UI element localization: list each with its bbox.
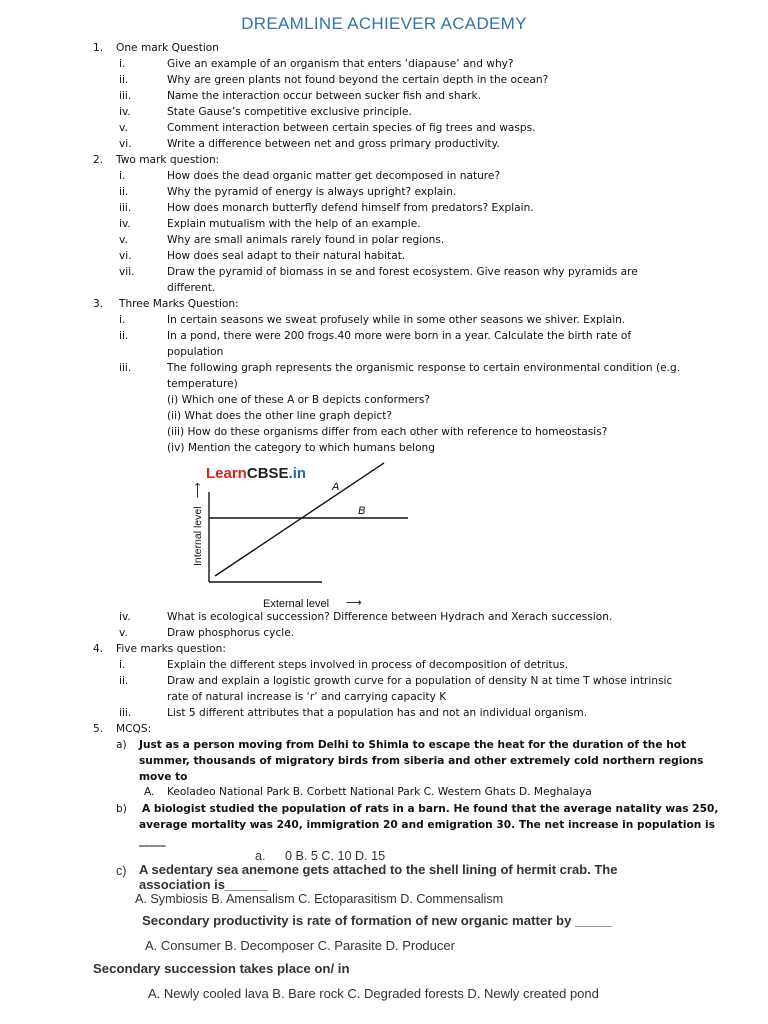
question-text: Comment interaction between certain species of fig trees and wasps. [167, 122, 536, 134]
mcq-options: 0 B. 5 C. 10 D. 15 [285, 849, 386, 863]
item-number: iii. [119, 90, 132, 102]
item-number: iii. [119, 362, 132, 374]
question-text-continued: population [167, 346, 224, 358]
question-text: Why are small animals rarely found in polar regions. [167, 234, 445, 246]
item-number: iv. [119, 611, 131, 623]
mcq-question-continued: association is______ [139, 877, 269, 892]
item-number: v. [119, 234, 128, 246]
section-number: 3. [93, 298, 104, 310]
mcq-question: Secondary productivity is rate of formation of new organic matter by _____ [142, 913, 612, 928]
item-number: v. [119, 627, 128, 639]
mcq-options: A. Newly cooled lava B. Bare rock C. Degraded forests D. Newly created pond [148, 986, 599, 1001]
item-number: i. [119, 58, 126, 70]
mcq-question-continued: move to [139, 771, 188, 783]
item-number: vi. [119, 138, 132, 150]
item-number: v. [119, 122, 128, 134]
section-heading: Five marks question: [116, 643, 226, 655]
label-b: B [358, 505, 366, 517]
section-heading: One mark Question [116, 42, 219, 54]
mcq-question: A sedentary sea anemone gets attached to the shell lining of hermit crab. The [139, 862, 618, 877]
x-axis-arrow: ⟶ [346, 596, 362, 609]
mcq-question: Secondary succession takes place on/ in [93, 961, 350, 976]
mcq-option-label: a. [255, 849, 266, 863]
question-text: In a pond, there were 200 frogs.40 more were born in a year. Calculate the birth rate of [167, 330, 632, 342]
question-text: How does monarch butterfly defend himself from predators? Explain. [167, 202, 534, 214]
question-text: How does seal adapt to their natural habitat. [167, 250, 406, 262]
section-number: 4. [93, 643, 104, 655]
item-number: vii. [119, 266, 135, 278]
question-text: How does the dead organic matter get decomposed in nature? [167, 170, 501, 182]
mcq-options: A. Consumer B. Decomposer C. Parasite D. Producer [145, 938, 455, 953]
item-number: i. [119, 314, 126, 326]
section-number: 2. [93, 154, 104, 166]
question-text: Explain mutualism with the help of an example. [167, 218, 421, 230]
question-text: Name the interaction occur between sucker fish and shark. [167, 90, 481, 102]
question-text: Why are green plants not found beyond the certain depth in the ocean? [167, 74, 549, 86]
graph-brand-in: .in [288, 465, 307, 482]
mcq-question-continued: _____ [139, 835, 166, 847]
item-number: iii. [119, 707, 132, 719]
question-text: Give an example of an organism that enters ‘diapause’ and why? [167, 58, 514, 70]
mcq-letter: b) [116, 803, 127, 815]
question-text: Draw phosphorus cycle. [167, 627, 295, 639]
item-number: vi. [119, 250, 132, 262]
y-axis-arrow: ⟶ [191, 482, 204, 498]
mcq-option-label: A. [144, 786, 155, 798]
item-number: ii. [119, 330, 129, 342]
x-axis-label: External level [263, 598, 330, 610]
mcq-options: A. Symbiosis B. Amensalism C. Ectoparasitism D. Commensalism [135, 892, 504, 906]
mcq-question: A biologist studied the population of rats in a barn. He found that the average natality was 250, [142, 803, 719, 815]
question-text: Draw the pyramid of biomass in se and forest ecosystem. Give reason why pyramids are [167, 266, 638, 278]
section-heading: Three Marks Question: [119, 298, 239, 310]
section-number: 5. [93, 723, 104, 735]
label-a: A [332, 481, 340, 493]
item-number: ii. [119, 74, 129, 86]
graph-brand-cbse: CBSE [246, 465, 289, 482]
question-text: Draw and explain a logistic growth curve for a population of density N at time T whose intrinsic [167, 675, 673, 687]
item-number: iv. [119, 106, 131, 118]
sub-question: (ii) What does the other line graph depict? [167, 410, 393, 422]
item-number: i. [119, 170, 126, 182]
mcq-question-continued: average mortality was 240, immigration 20 and emigration 30. The net increase in population is [139, 819, 715, 831]
sub-question: (iv) Mention the category to which humans belong [167, 442, 435, 454]
sub-question: (i) Which one of these A or B depicts conformers? [167, 394, 431, 406]
question-text: Write a difference between net and gross primary productivity. [167, 138, 500, 150]
section-number: 1. [93, 42, 104, 54]
question-text: What is ecological succession? Difference between Hydrach and Xerach succession. [167, 611, 613, 623]
mcq-letter: a) [116, 739, 127, 751]
item-number: iii. [119, 202, 132, 214]
graph-brand-learn: LearnCBSE.in [206, 465, 307, 482]
response-graph [186, 456, 412, 612]
question-text: The following graph represents the organismic response to certain environmental condition (e.g. [167, 362, 681, 374]
mcq-letter: c) [116, 864, 127, 878]
question-text: List 5 different attributes that a population has and not an individual organism. [167, 707, 588, 719]
sub-question: (iii) How do these organisms differ from each other with reference to homeostasis? [167, 426, 608, 438]
section-heading: Two mark question: [116, 154, 220, 166]
question-text: In certain seasons we sweat profusely while in some other seasons we shiver. Explain. [167, 314, 626, 326]
item-number: iv. [119, 218, 131, 230]
page-title: DREAMLINE ACHIEVER ACADEMY [241, 14, 527, 33]
item-number: i. [119, 659, 126, 671]
y-axis-label: Internal level [192, 506, 204, 566]
question-text: Why the pyramid of energy is always upright? explain. [167, 186, 457, 198]
question-text-continued: rate of natural increase is ‘r’ and carrying capacity K [167, 691, 447, 703]
question-text-continued: temperature) [167, 378, 238, 390]
item-number: ii. [119, 675, 129, 687]
mcq-options: Keoladeo National Park B. Corbett National Park C. Western Ghats D. Meghalaya [167, 786, 592, 798]
question-text-continued: different. [167, 282, 216, 294]
item-number: ii. [119, 186, 129, 198]
mcq-question-continued: summer, thousands of migratory birds from siberia and other extremely cold northern regions [139, 755, 704, 767]
question-text: State Gause’s competitive exclusive principle. [167, 106, 412, 118]
mcq-question: Just as a person moving from Delhi to Shimla to escape the heat for the duration of the hot [139, 739, 687, 751]
question-text: Explain the different steps involved in process of decomposition of detritus. [167, 659, 569, 671]
section-heading: MCQS: [116, 723, 152, 735]
